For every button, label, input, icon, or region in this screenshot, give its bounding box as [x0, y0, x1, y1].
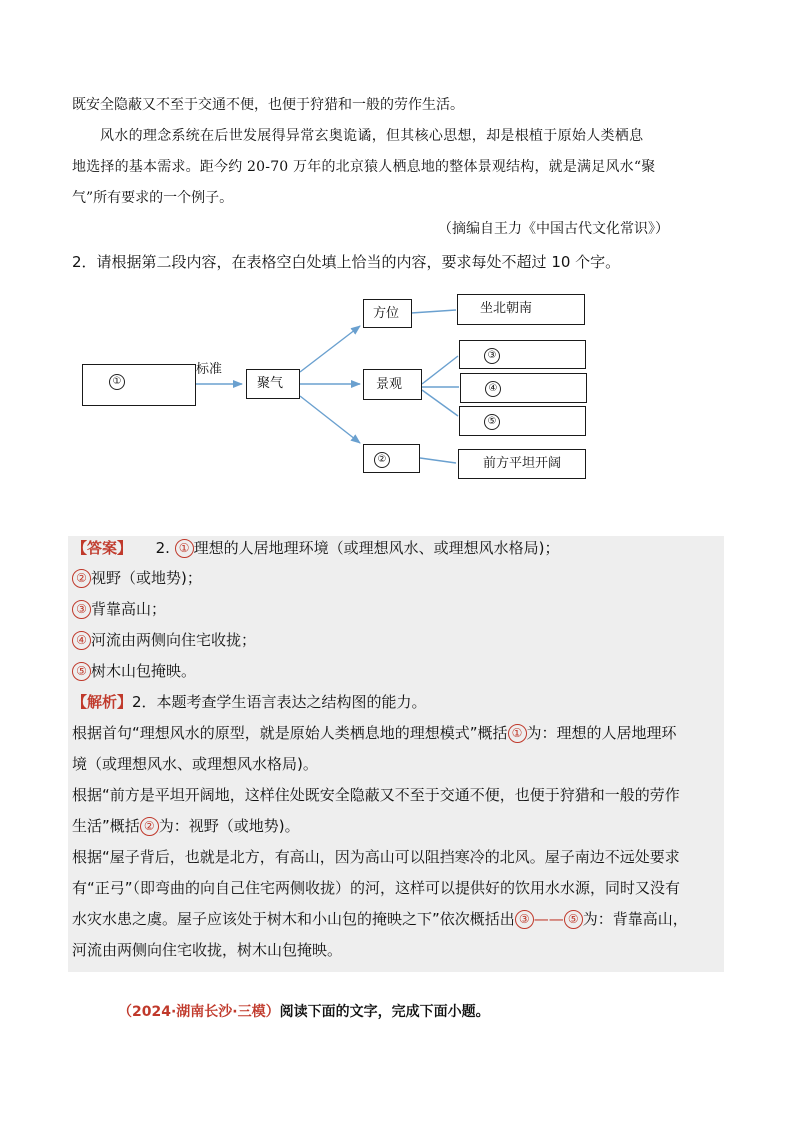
answer-marker-4: ④ — [72, 631, 91, 650]
analysis-line-intro — [72, 691, 427, 713]
blank1-marker: ① — [109, 374, 125, 390]
answer-marker-5: ⑤ — [72, 662, 91, 681]
passage-line: 气”所有要求的一个例子。 — [72, 190, 234, 206]
landscape-label: 景观 — [376, 377, 403, 392]
answer-line-3 — [72, 598, 166, 620]
link-blank3 — [422, 356, 458, 384]
box-view-value — [458, 449, 586, 479]
arrow-label-standard: 标准 — [196, 362, 223, 377]
analysis-text: 为：背靠高山， — [582, 910, 688, 928]
direction-label: 方位 — [373, 306, 400, 321]
answer-line-2 — [72, 567, 202, 589]
analysis-line — [72, 908, 688, 930]
exam-source-tag: （2024·湖南长沙·三模） — [118, 1004, 280, 1020]
box-blank4 — [460, 373, 587, 403]
analysis-marker-5: ⑤ — [564, 910, 583, 929]
answer-text-4: 河流由两侧向住宅收拢； — [91, 631, 257, 649]
analysis-text: 为：理想的人居地理环 — [526, 724, 677, 742]
link-blank5 — [422, 390, 458, 416]
answer-line-4 — [72, 629, 256, 651]
analysis-intro: 2．本题考查学生语言表达之结构图的能力。 — [132, 693, 427, 711]
analysis-marker-2: ② — [140, 817, 159, 836]
direction-value: 坐北朝南 — [480, 301, 533, 316]
box-direction — [363, 299, 412, 328]
center-label: 聚气 — [257, 376, 284, 391]
next-question-header — [118, 1002, 490, 1022]
answer-marker-1: ① — [175, 539, 194, 558]
analysis-text: 根据首句“理想风水的原型，就是原始人类栖息地的理想模式”概括 — [72, 724, 508, 742]
blank3-marker: ③ — [484, 348, 500, 364]
next-question-instruction: 阅读下面的文字，完成下面小题。 — [279, 1004, 490, 1020]
answer-text-3: 背靠高山； — [91, 600, 167, 618]
arrow-direction — [300, 326, 360, 372]
answer-line-1 — [72, 537, 560, 559]
passage-line: 既安全隐蔽又不至于交通不便，也便于狩猎和一般的劳作生活。 — [72, 97, 464, 113]
analysis-marker-3: ③ — [515, 910, 534, 929]
answer-number: 2. — [155, 539, 170, 557]
box-blank2 — [363, 444, 420, 473]
passage-source: （摘编自王力《中国古代文化常识》） — [438, 221, 669, 237]
blank2-marker: ② — [374, 452, 390, 468]
view-value: 前方平坦开阔 — [483, 456, 562, 471]
answer-line-5 — [72, 660, 196, 682]
analysis-line: 根据“屋子背后，也就是北方，有高山，因为高山可以阻挡寒冷的北风。屋子南边不远处要求 — [72, 848, 680, 866]
analysis-text: 为：视野（或地势)。 — [158, 817, 300, 835]
analysis-line — [72, 815, 300, 837]
link-view-value — [420, 458, 456, 463]
box-landscape — [363, 369, 422, 400]
passage-line: 地选择的基本需求。距今约 20-70 万年的北京猿人栖息地的整体景观结构，就是满足风水“聚 — [72, 159, 656, 175]
analysis-line: 根据“前方是平坦开阔地，这样住处既安全隐蔽又不至于交通不便，也便于狩猎和一般的劳作 — [72, 786, 680, 804]
analysis-line — [72, 722, 677, 744]
analysis-dash: —— — [533, 910, 564, 928]
analysis-marker-1: ① — [508, 724, 527, 743]
analysis-line: 河流由两侧向住宅收拢，树木山包掩映。 — [72, 941, 343, 959]
analysis-line: 境（或理想风水、或理想风水格局)。 — [72, 755, 318, 773]
analysis-text: 水灾水患之虞。屋子应该处于树木和小山包的掩映之下”依次概括出 — [72, 910, 515, 928]
answer-text-1: 理想的人居地理环境（或理想风水、或理想风水格局)； — [193, 539, 560, 557]
analysis-tag: 【解析】 — [72, 693, 133, 711]
answer-text-2: 视野（或地势)； — [91, 569, 202, 587]
answer-tag: 【答案】 — [72, 539, 133, 557]
passage-line: 风水的理念系统在后世发展得异常玄奥诡谲，但其核心思想，却是根植于原始人类栖息 — [100, 128, 644, 144]
box-blank5 — [459, 406, 586, 436]
answer-marker-2: ② — [72, 569, 91, 588]
blank4-marker: ④ — [485, 381, 501, 397]
link-direction-value — [411, 310, 456, 313]
arrow-view — [300, 396, 360, 443]
answer-text-5: 树木山包掩映。 — [91, 662, 197, 680]
box-blank3 — [459, 340, 586, 369]
box-blank1 — [82, 364, 196, 406]
analysis-line: 有“正弓”（即弯曲的向自己住宅两侧收拢）的河，这样可以提供好的饮用水水源，同时又没有 — [72, 879, 681, 897]
analysis-text: 生活”概括 — [72, 817, 140, 835]
box-center — [246, 369, 300, 399]
question-text: 2．请根据第二段内容，在表格空白处填上恰当的内容，要求每处不超过 10 个字。 — [72, 253, 621, 271]
answer-marker-3: ③ — [72, 600, 91, 619]
blank5-marker: ⑤ — [484, 414, 500, 430]
box-direction-value — [457, 294, 585, 325]
